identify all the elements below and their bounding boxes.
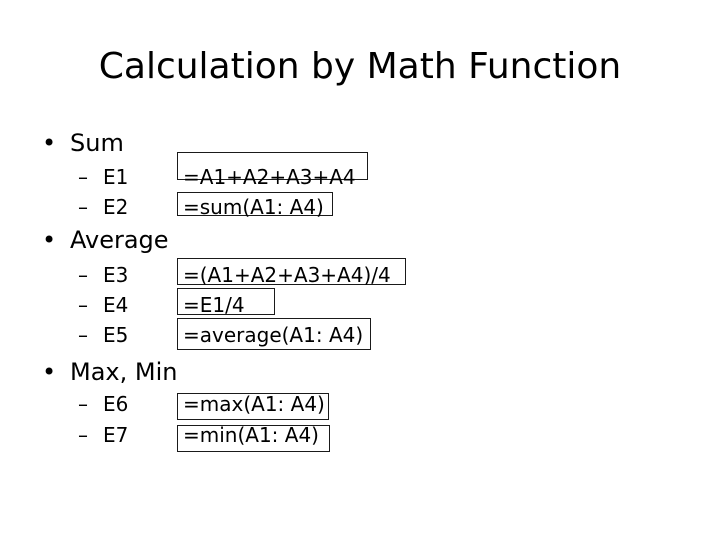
dash-marker: – — [78, 392, 88, 416]
cell-label-e5: E5 — [103, 323, 129, 347]
dash-marker: – — [78, 195, 88, 219]
formula-e5: =average(A1: A4) — [183, 323, 364, 347]
section-heading-average: Average — [70, 226, 169, 254]
cell-label-e2: E2 — [103, 195, 129, 219]
bullet-marker: • — [42, 358, 57, 386]
cell-label-e3: E3 — [103, 263, 129, 287]
cell-label-e6: E6 — [103, 392, 129, 416]
slide-title: Calculation by Math Function — [98, 46, 622, 87]
cell-label-e4: E4 — [103, 293, 129, 317]
section-heading-sum: Sum — [70, 129, 124, 157]
dash-marker: – — [78, 165, 88, 189]
section-heading-max-min: Max, Min — [70, 358, 178, 386]
bullet-marker: • — [42, 226, 57, 254]
formula-e2: =sum(A1: A4) — [183, 195, 324, 219]
cell-label-e7: E7 — [103, 423, 129, 447]
dash-marker: – — [78, 263, 88, 287]
dash-marker: – — [78, 293, 88, 317]
formula-e7: =min(A1: A4) — [183, 423, 319, 447]
formula-e3: =(A1+A2+A3+A4)/4 — [183, 263, 391, 287]
dash-marker: – — [78, 423, 88, 447]
formula-e1: =A1+A2+A3+A4 — [183, 165, 356, 189]
dash-marker: – — [78, 323, 88, 347]
cell-label-e1: E1 — [103, 165, 129, 189]
formula-e4: =E1/4 — [183, 293, 245, 317]
bullet-marker: • — [42, 129, 57, 157]
formula-e6: =max(A1: A4) — [183, 392, 325, 416]
